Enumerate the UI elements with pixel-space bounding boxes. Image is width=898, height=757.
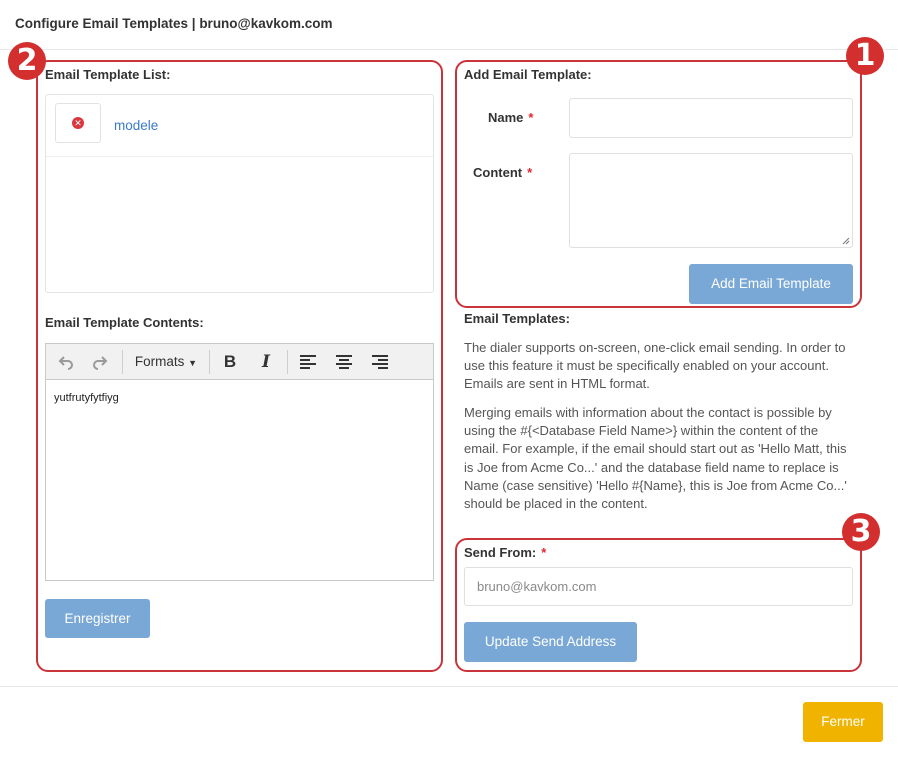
modal-footer-divider (0, 686, 898, 687)
delete-template-button[interactable] (55, 103, 101, 143)
name-input[interactable] (569, 98, 853, 138)
name-label-text: Name (488, 110, 524, 125)
x-circle-icon: ✕ (72, 117, 84, 129)
toolbar-separator (122, 350, 123, 374)
redo-icon[interactable] (88, 350, 112, 374)
badge-1: 1 (846, 37, 884, 75)
modal-header (0, 0, 898, 50)
content-label-text: Content (473, 165, 523, 180)
required-mark: * (527, 165, 533, 180)
name-label (488, 110, 533, 125)
template-contents-label: Email Template Contents: (45, 315, 204, 330)
add-template-button[interactable]: Add Email Template (689, 264, 853, 304)
help-heading: Email Templates: (464, 311, 570, 326)
required-mark: * (528, 110, 534, 125)
update-send-address-button[interactable]: Update Send Address (464, 622, 637, 662)
template-list-label: Email Template List: (45, 67, 171, 82)
modal-title: Configure Email Templates | bruno@kavkom.com (15, 16, 333, 31)
send-from-label-text: Send From: (464, 545, 537, 560)
caret-down-icon: ▼ (188, 358, 198, 368)
content-textarea[interactable] (569, 153, 853, 248)
rich-text-editor (45, 343, 434, 581)
send-from-label (464, 545, 546, 560)
template-list (45, 94, 434, 293)
save-button[interactable]: Enregistrer (45, 599, 150, 638)
toolbar-separator (287, 350, 288, 374)
help-paragraph-1: The dialer supports on-screen, one-click email sending. In order to use this feature it must be specifically enabled on your account. Emails are sent in HTML format. (464, 340, 846, 392)
badge-2: 2 (8, 42, 46, 80)
close-button[interactable]: Fermer (803, 702, 883, 742)
toolbar-separator (209, 350, 210, 374)
align-right-icon[interactable] (368, 350, 392, 374)
required-mark: * (541, 545, 547, 560)
editor-toolbar (46, 344, 433, 380)
align-left-icon[interactable] (296, 350, 320, 374)
help-paragraph-2: Merging emails with information about the contact is possible by using the #{<Database Field Name>} within the content of the email. For example, if the email should start out as 'Hello Matt, this is Joe from Acme Co...' and the database field name to replace is Name (case sensitive) 'Hello #{Name}, this is Joe from Acme Co...' should be placed in the content. (464, 405, 847, 512)
italic-button[interactable]: I (262, 352, 270, 372)
bold-button[interactable]: B (223, 352, 237, 371)
send-from-input[interactable]: bruno@kavkom.com (464, 567, 853, 606)
editor-content[interactable]: yutfrutyfytfiyg (54, 392, 119, 404)
formats-dropdown[interactable] (132, 350, 200, 374)
template-link[interactable]: modele (114, 118, 159, 133)
align-center-icon[interactable] (332, 350, 356, 374)
list-item (46, 95, 433, 157)
add-template-label: Add Email Template: (464, 67, 592, 82)
badge-3: 3 (842, 513, 880, 551)
undo-icon[interactable] (54, 350, 78, 374)
formats-label: Formats (134, 354, 185, 369)
resize-handle-icon[interactable] (842, 237, 850, 245)
content-label (473, 165, 532, 180)
